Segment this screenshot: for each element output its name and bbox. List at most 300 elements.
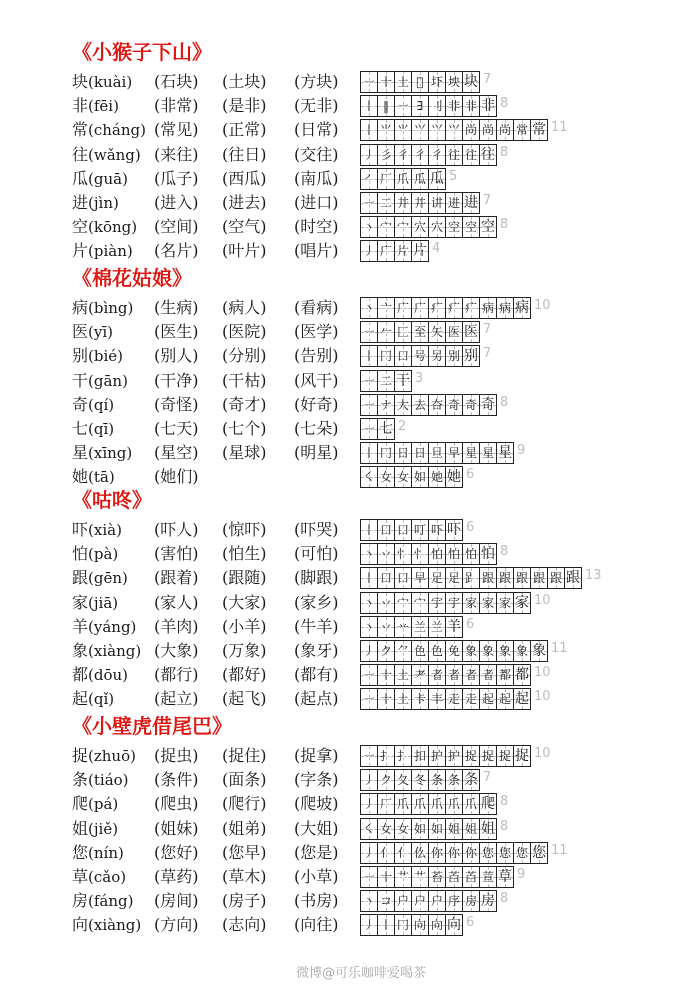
stroke-cell <box>479 442 497 464</box>
stroke-cell <box>462 769 480 791</box>
stroke-order-grid <box>360 842 548 863</box>
pinyin: (pá) <box>88 795 119 814</box>
stroke-cell <box>377 769 395 791</box>
character: 干 <box>72 370 89 390</box>
stroke-cell <box>462 144 480 166</box>
pinyin: (jiā) <box>88 593 119 612</box>
stroke-glyph: 羊 <box>447 618 461 635</box>
stroke-cell <box>394 616 412 638</box>
word-phrase: (瓜子) <box>154 168 199 188</box>
stroke-cell <box>360 394 378 416</box>
word-phrase: (起点) <box>294 689 339 709</box>
word-phrase: (看病) <box>294 298 339 317</box>
stroke-order-grid <box>360 119 548 140</box>
stroke-glyph: 土 <box>396 692 409 707</box>
stroke-glyph: 兰 <box>413 619 426 634</box>
word-phrase: (羊肉) <box>154 616 199 636</box>
stroke-glyph: ⺍ <box>447 123 460 138</box>
word-phrase: (空气) <box>222 217 267 237</box>
stroke-count: 8 <box>500 794 509 810</box>
stroke-cell <box>360 842 378 864</box>
stroke-cell <box>428 688 446 710</box>
word-row <box>72 296 692 320</box>
stroke-glyph: 爬 <box>481 796 495 813</box>
stroke-cell <box>411 914 429 936</box>
word-phrase: (字条) <box>294 770 339 790</box>
stroke-cell <box>513 592 531 614</box>
word-phrase: (向往) <box>294 915 339 935</box>
stroke-cell <box>411 216 429 238</box>
stroke-cell <box>445 192 463 214</box>
stroke-count: 10 <box>534 746 551 761</box>
stroke-cell <box>360 818 378 840</box>
word-phrase: (医生) <box>154 322 199 342</box>
stroke-glyph: 捉 <box>515 748 529 764</box>
word-row <box>72 143 692 167</box>
stroke-glyph: 都 <box>498 668 511 683</box>
stroke-glyph: 十 <box>379 75 392 89</box>
stroke-glyph: 艹 <box>413 870 426 884</box>
stroke-count: 7 <box>483 193 492 208</box>
stroke-count: 10 <box>534 592 551 608</box>
stroke-glyph: 刂 <box>430 99 443 114</box>
character: 吓 <box>72 520 89 539</box>
stroke-glyph: 象 <box>481 644 494 658</box>
stroke-glyph: 条 <box>430 773 443 788</box>
pinyin: (fáng) <box>88 892 134 911</box>
stroke-cell <box>428 168 446 190</box>
stroke-cell <box>445 616 463 638</box>
stroke-cell <box>445 466 463 488</box>
stroke-glyph: 爪 <box>396 797 409 812</box>
stroke-cell <box>496 745 514 767</box>
stroke-order-grid <box>360 543 497 564</box>
stroke-glyph: 去 <box>413 397 426 412</box>
stroke-glyph: 怕 <box>447 547 460 562</box>
stroke-glyph: 跟 <box>515 571 528 586</box>
stroke-glyph: 号 <box>413 349 426 364</box>
character-entry <box>72 344 123 368</box>
stroke-cell <box>462 95 480 117</box>
stroke-cell <box>428 321 446 343</box>
stroke-cell <box>564 567 582 589</box>
stroke-glyph: 空 <box>447 220 460 235</box>
stroke-cell <box>394 890 412 912</box>
stroke-cell <box>479 664 497 686</box>
stroke-cell <box>428 769 446 791</box>
word-phrase: (大家) <box>222 592 267 612</box>
stroke-cell <box>445 592 463 614</box>
stroke-cell <box>377 866 395 888</box>
word-phrase: (西瓜) <box>222 168 267 188</box>
stroke-cell <box>411 769 429 791</box>
stroke-glyph: 往 <box>464 147 477 162</box>
word-phrase: (风干) <box>294 370 339 390</box>
character-entry <box>72 191 119 215</box>
stroke-glyph: 家 <box>498 595 511 610</box>
stroke-glyph: 块 <box>464 74 478 90</box>
stroke-cell <box>428 890 446 912</box>
stroke-glyph: 往 <box>447 147 460 162</box>
stroke-glyph: 井 <box>396 196 409 210</box>
stroke-cell <box>394 321 412 343</box>
word-phrase: (七朵) <box>294 419 339 438</box>
stroke-cell <box>428 793 446 815</box>
word-phrase: (干净) <box>154 370 199 390</box>
character-entry <box>72 143 141 167</box>
stroke-glyph: 苔 <box>430 870 443 884</box>
stroke-cell <box>479 394 497 416</box>
stroke-cell <box>462 745 480 767</box>
stroke-cell <box>496 119 514 141</box>
stroke-cell <box>360 640 378 662</box>
stroke-glyph: 您 <box>532 844 546 861</box>
stroke-glyph: 病 <box>515 300 529 316</box>
character: 捉 <box>72 746 89 765</box>
character-entry <box>72 518 122 542</box>
stroke-cell <box>479 890 497 912</box>
stroke-glyph: ㇐ <box>362 325 375 340</box>
stroke-glyph: 向 <box>447 917 461 934</box>
stroke-cell <box>394 95 412 117</box>
stroke-count: 2 <box>398 419 407 434</box>
pinyin: (xiàng) <box>88 642 142 660</box>
stroke-cell <box>377 144 395 166</box>
stroke-cell <box>394 519 412 541</box>
stroke-cell <box>411 95 429 117</box>
stroke-glyph: 大 <box>396 397 409 412</box>
stroke-glyph: 起 <box>498 692 511 707</box>
word-phrase: (爬坡) <box>294 794 339 814</box>
word-row <box>72 70 692 94</box>
stroke-glyph: 疒 <box>464 301 477 315</box>
stroke-cell <box>428 466 446 488</box>
stroke-cell <box>496 842 514 864</box>
stroke-cell <box>479 216 497 238</box>
character: 象 <box>72 641 89 660</box>
word-phrase: (七个) <box>222 419 267 438</box>
stroke-cell <box>428 818 446 840</box>
stroke-cell <box>445 914 463 936</box>
character: 医 <box>72 322 89 342</box>
stroke-cell <box>377 818 395 840</box>
word-phrase: (是非) <box>222 96 267 116</box>
word-row <box>72 566 692 590</box>
stroke-count: 8 <box>500 394 509 410</box>
stroke-glyph: 医 <box>464 324 478 341</box>
stroke-glyph: 起 <box>481 692 494 707</box>
character: 爬 <box>72 794 89 814</box>
word-phrase: (起飞) <box>222 689 267 709</box>
stroke-glyph: 丿 <box>362 644 375 658</box>
stroke-glyph: 房 <box>464 894 477 909</box>
stroke-count: 8 <box>500 144 509 160</box>
character-entry <box>72 639 141 663</box>
character: 病 <box>72 298 89 317</box>
stroke-glyph: 仫 <box>413 845 426 860</box>
character-entry <box>72 889 133 913</box>
word-row <box>72 865 692 889</box>
stroke-cell <box>462 664 480 686</box>
word-phrase: (往日) <box>222 144 267 164</box>
stroke-glyph: 者 <box>481 668 494 683</box>
pinyin: (nín) <box>88 843 124 862</box>
stroke-cell <box>411 745 429 767</box>
stroke-glyph: 坱 <box>447 75 460 89</box>
character: 房 <box>72 891 89 911</box>
stroke-cell <box>411 616 429 638</box>
word-phrase: (唱片) <box>294 241 339 261</box>
stroke-glyph: 片 <box>396 244 409 259</box>
character: 草 <box>72 867 89 886</box>
stroke-cell <box>462 688 480 710</box>
stroke-glyph: 常 <box>532 122 546 139</box>
word-phrase: (无非) <box>294 96 339 116</box>
stroke-glyph: 非 <box>481 98 495 115</box>
stroke-count: 3 <box>415 370 424 386</box>
stroke-glyph: 护 <box>430 749 443 763</box>
stroke-glyph: 象 <box>498 644 511 658</box>
stroke-cell <box>428 442 446 464</box>
stroke-cell <box>428 192 446 214</box>
stroke-cell <box>445 71 463 93</box>
stroke-cell <box>445 745 463 767</box>
stroke-glyph: 如 <box>413 470 426 485</box>
word-phrase: (大象) <box>154 641 199 660</box>
stroke-glyph: 怕 <box>464 547 477 562</box>
stroke-glyph: 日 <box>413 446 426 461</box>
stroke-cell <box>394 144 412 166</box>
stroke-cell <box>445 890 463 912</box>
stroke-glyph: 𧾷 <box>464 571 477 586</box>
stroke-order-grid <box>360 71 480 92</box>
stroke-cell <box>411 543 429 565</box>
word-phrase: (进口) <box>294 193 339 212</box>
stroke-cell <box>445 866 463 888</box>
stroke-cell <box>411 192 429 214</box>
word-phrase: (石块) <box>154 72 199 91</box>
stroke-cell <box>496 567 514 589</box>
stroke-glyph: 丷 <box>379 595 392 610</box>
stroke-cell <box>377 543 395 565</box>
stroke-cell <box>394 119 412 141</box>
stroke-cell <box>411 144 429 166</box>
stroke-cell <box>462 321 480 343</box>
stroke-glyph: 丨 <box>362 571 375 586</box>
stroke-cell <box>360 543 378 565</box>
stroke-glyph: 口 <box>379 571 392 586</box>
stroke-glyph: 家 <box>515 594 529 611</box>
stroke-cell <box>462 543 480 565</box>
stroke-glyph: 丨 <box>379 918 392 933</box>
character: 条 <box>72 770 89 790</box>
lesson-title: 《咕咚》 <box>72 488 152 512</box>
stroke-glyph: 如 <box>413 821 426 836</box>
pinyin: (guā) <box>88 169 128 188</box>
pinyin: (tiáo) <box>88 771 129 790</box>
stroke-glyph: 丿 <box>362 244 375 259</box>
stroke-cell <box>360 592 378 614</box>
character-entry <box>72 417 114 441</box>
stroke-count: 6 <box>466 467 475 483</box>
stroke-cell <box>513 119 531 141</box>
stroke-glyph: 丷 <box>379 547 392 562</box>
stroke-order-grid <box>360 418 395 439</box>
stroke-glyph: 片 <box>413 243 427 260</box>
word-phrase: (非常) <box>154 96 199 116</box>
word-phrase: (爬虫) <box>154 794 199 814</box>
character: 羊 <box>72 616 89 636</box>
stroke-glyph: 她 <box>430 470 443 485</box>
stroke-glyph: 亠 <box>379 301 392 315</box>
stroke-cell <box>445 519 463 541</box>
stroke-glyph: 往 <box>481 146 495 163</box>
stroke-glyph: 常 <box>515 123 528 138</box>
stroke-order-grid <box>360 793 497 814</box>
stroke-cell <box>479 144 497 166</box>
stroke-glyph: 叮 <box>413 523 426 537</box>
word-phrase: (奇才) <box>222 394 267 414</box>
stroke-cell <box>513 745 531 767</box>
character-entry <box>72 320 113 344</box>
stroke-cell <box>360 95 378 117</box>
stroke-glyph: 丿 <box>362 797 375 812</box>
stroke-cell <box>445 216 463 238</box>
stroke-glyph: 姐 <box>481 820 495 837</box>
stroke-glyph: 忄 <box>396 547 409 562</box>
stroke-cell <box>411 592 429 614</box>
stroke-cell <box>513 567 531 589</box>
stroke-glyph: 跟 <box>566 570 580 587</box>
word-phrase: (名片) <box>154 241 199 261</box>
character-entry <box>72 687 114 711</box>
stroke-glyph: 圷 <box>430 75 443 89</box>
stroke-cell <box>394 394 412 416</box>
stroke-count: 11 <box>551 120 568 136</box>
pinyin: (gēn) <box>88 569 128 588</box>
word-phrase: (都行) <box>154 665 199 685</box>
pinyin: (qǐ) <box>88 690 115 709</box>
stroke-glyph: ㇐ <box>396 99 409 114</box>
stroke-cell <box>547 567 565 589</box>
stroke-cell <box>462 793 480 815</box>
stroke-count: 10 <box>534 689 551 705</box>
stroke-glyph: ⺌ <box>379 123 392 138</box>
stroke-glyph: 户 <box>396 894 409 909</box>
word-row <box>72 792 692 816</box>
stroke-count: 7 <box>483 72 492 87</box>
stroke-glyph: 瓜 <box>430 170 444 187</box>
stroke-cell <box>394 370 412 392</box>
word-row <box>72 320 692 344</box>
character-entry <box>72 817 118 841</box>
stroke-glyph: 矢 <box>430 325 443 340</box>
stroke-cell <box>394 866 412 888</box>
character-entry <box>72 841 124 865</box>
stroke-count: 6 <box>466 915 475 931</box>
stroke-cell <box>513 842 531 864</box>
stroke-glyph: 口 <box>396 349 409 364</box>
stroke-glyph: 瓜 <box>413 171 426 186</box>
stroke-glyph: 丨 <box>362 99 375 114</box>
stroke-cell <box>462 345 480 367</box>
word-phrase: (正常) <box>222 120 267 140</box>
word-phrase: (好奇) <box>294 394 339 414</box>
pinyin: (jiě) <box>88 819 119 838</box>
stroke-order-grid <box>360 664 531 685</box>
stroke-cell <box>377 321 395 343</box>
character-entry <box>72 118 146 142</box>
pinyin: (bìng) <box>88 299 134 317</box>
character: 往 <box>72 144 89 164</box>
stroke-glyph: 非 <box>464 99 477 114</box>
word-phrase: (时空) <box>294 217 339 237</box>
stroke-cell <box>530 842 548 864</box>
stroke-cell <box>411 640 429 662</box>
stroke-order-grid <box>360 370 412 391</box>
stroke-glyph: コ <box>379 894 392 909</box>
word-phrase: (大姐) <box>294 818 339 838</box>
word-phrase: (医学) <box>294 322 339 342</box>
stroke-cell <box>377 95 395 117</box>
stroke-glyph: 早 <box>447 446 460 461</box>
stroke-cell <box>496 442 514 464</box>
stroke-glyph: 走 <box>447 692 460 707</box>
stroke-cell <box>360 866 378 888</box>
stroke-cell <box>360 890 378 912</box>
stroke-glyph: 夻 <box>430 397 443 412</box>
word-row <box>72 393 692 417</box>
stroke-cell <box>479 543 497 565</box>
stroke-glyph: 足 <box>430 571 443 586</box>
stroke-cell <box>411 818 429 840</box>
stroke-glyph: 怕 <box>430 547 443 562</box>
character-entry <box>72 369 128 393</box>
stroke-glyph: 姐 <box>447 821 460 836</box>
stroke-glyph: 䒑 <box>396 619 409 634</box>
stroke-glyph: 宀 <box>379 220 392 235</box>
stroke-cell <box>360 168 378 190</box>
stroke-glyph: 者 <box>430 668 443 683</box>
stroke-glyph: 宇 <box>430 595 443 610</box>
word-phrase: (都有) <box>294 665 339 685</box>
word-row <box>72 841 692 865</box>
stroke-glyph: 星 <box>464 446 477 461</box>
stroke-cell <box>462 640 480 662</box>
stroke-cell <box>360 688 378 710</box>
stroke-cell <box>445 95 463 117</box>
stroke-order-grid <box>360 769 480 790</box>
stroke-glyph: 苩 <box>464 870 477 884</box>
word-phrase: (医院) <box>222 322 267 342</box>
stroke-cell <box>411 567 429 589</box>
stroke-order-grid <box>360 818 497 839</box>
stroke-glyph: 丨 <box>362 446 375 461</box>
word-phrase: (方块) <box>294 72 339 91</box>
stroke-cell <box>377 842 395 864</box>
stroke-cell <box>360 664 378 686</box>
stroke-cell <box>479 793 497 815</box>
stroke-glyph: 女 <box>396 821 409 836</box>
stroke-glyph: 丶 <box>362 894 375 909</box>
stroke-cell <box>445 793 463 815</box>
stroke-glyph: 者 <box>464 668 477 683</box>
word-row <box>72 239 692 263</box>
stroke-cell <box>428 866 446 888</box>
stroke-glyph: 爪 <box>413 797 426 812</box>
stroke-cell <box>479 818 497 840</box>
stroke-cell <box>394 745 412 767</box>
